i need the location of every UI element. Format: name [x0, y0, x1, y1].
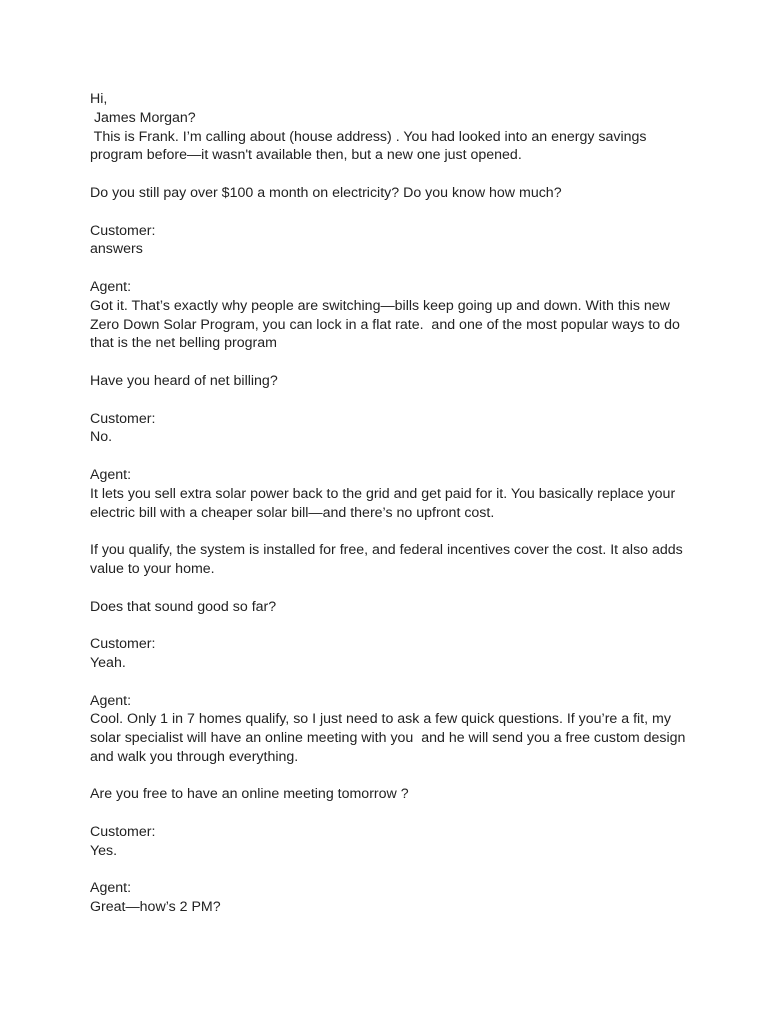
text-line: and walk you through everything.: [90, 748, 299, 765]
text-line: Do you still pay over $100 a month on electricity? Do you know how much?: [90, 184, 562, 201]
text-line: Does that sound good so far?: [90, 598, 277, 615]
text-line: Cool. Only 1 in 7 homes qualify, so I just need to ask a few quick questions. If you’re a fit, my: [90, 711, 671, 728]
text-line: Hi,: [90, 91, 108, 107]
speaker-label: Agent:: [90, 278, 132, 295]
blank-line: [90, 165, 690, 184]
blank-line: [90, 861, 690, 880]
text-line: Yes.: [90, 842, 118, 859]
text-line: Have you heard of net billing?: [90, 372, 278, 389]
text-line: that is the net belling program: [90, 335, 277, 352]
blank-line: [90, 447, 690, 466]
text-line: value to your home.: [90, 560, 215, 577]
blank-line: [90, 203, 690, 222]
text-line: Zero Down Solar Program, you can lock in a flat rate. and one of the most popular ways to do: [90, 316, 680, 333]
blank-line: [90, 579, 690, 598]
text-line: Are you free to have an online meeting tomorrow ?: [90, 786, 409, 803]
speaker-label: Customer:: [90, 636, 156, 653]
text-line: No.: [90, 429, 113, 446]
text-line: If you qualify, the system is installed for free, and federal incentives cover the cost. It also adds: [90, 542, 683, 559]
text-line: electric bill with a cheaper solar bill—and there’s no upfront cost.: [90, 504, 495, 521]
text-line: This is Frank. I’m calling about (house address) . You had looked into an energy savings: [90, 128, 647, 145]
blank-line: [90, 391, 690, 410]
text-line: program before—it wasn't available then, but a new one just opened.: [90, 147, 522, 164]
text-line: James Morgan?: [90, 109, 196, 126]
blank-line: [90, 767, 690, 786]
blank-line: [90, 353, 690, 372]
blank-line: [90, 804, 690, 823]
blank-line: [90, 522, 690, 541]
script-document: [90, 90, 690, 917]
speaker-label: Customer:: [90, 222, 156, 239]
speaker-label: Customer:: [90, 410, 156, 427]
speaker-label: Agent:: [90, 466, 132, 483]
blank-line: [90, 616, 690, 635]
text-line: Got it. That’s exactly why people are switching—bills keep going up and down. With this new: [90, 297, 670, 314]
text-line: Yeah.: [90, 654, 126, 671]
text-line: solar specialist will have an online meeting with you and he will send you a free custom design: [90, 730, 686, 747]
speaker-label: Agent:: [90, 692, 132, 709]
text-line: answers: [90, 241, 143, 258]
blank-line: [90, 673, 690, 692]
blank-line: [90, 259, 690, 278]
speaker-label: Agent:: [90, 880, 132, 897]
speaker-label: Customer:: [90, 824, 156, 841]
text-line: It lets you sell extra solar power back to the grid and get paid for it. You basically replace your: [90, 485, 676, 502]
text-line: Great—how’s 2 PM?: [90, 899, 221, 916]
